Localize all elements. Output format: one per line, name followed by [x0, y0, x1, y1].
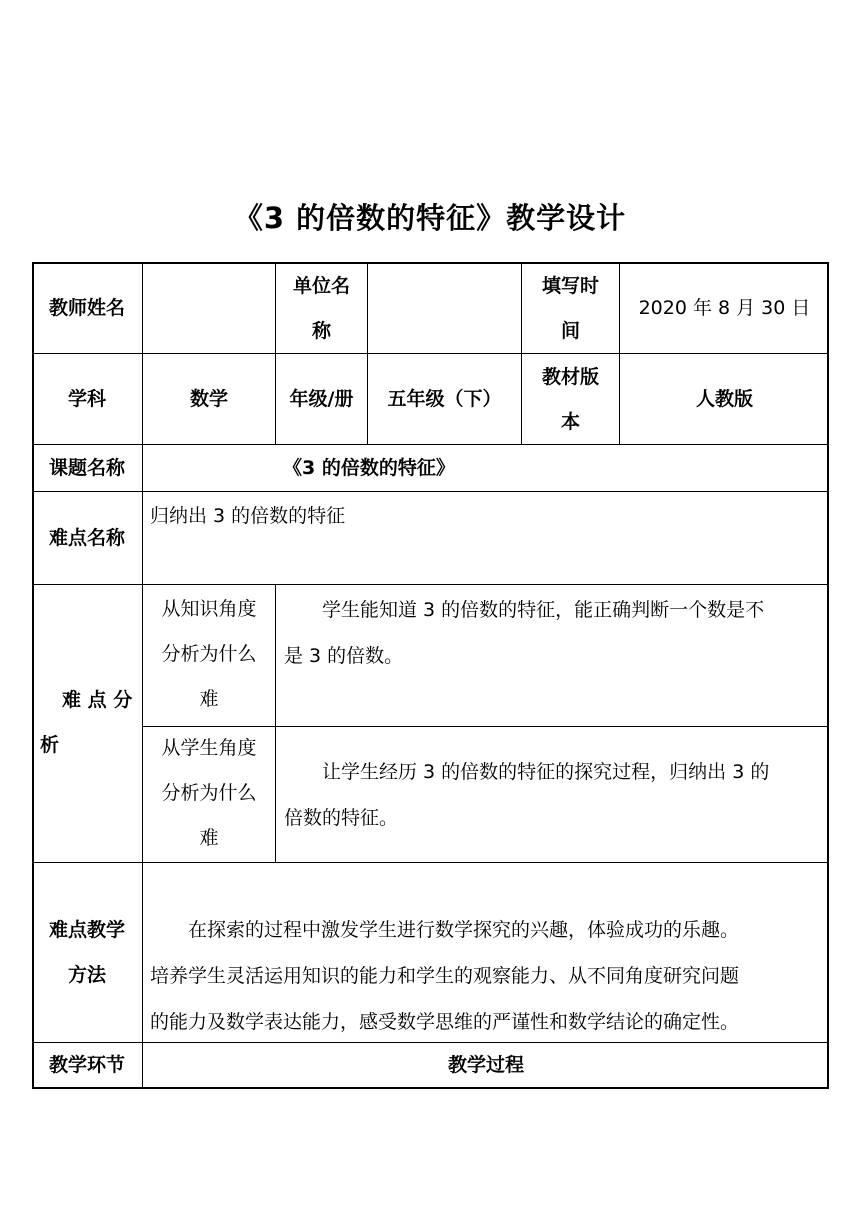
analysis-label: 析 [40, 734, 60, 756]
method-text-line: 培养学生灵活运用知识的能力和学生的观察能力、从不同角度研究问题 [150, 965, 740, 987]
grade-label: 年级/册 [289, 388, 354, 410]
knowledge-angle-label: 难 [199, 688, 219, 710]
method-text-line: 在探索的过程中激发学生进行数学探究的兴趣，体验成功的乐趣。 [188, 919, 740, 941]
fill-time-label: 间 [560, 320, 580, 342]
difficulty-value: 归纳出 3 的倍数的特征 [150, 505, 346, 527]
textbook-edition-value: 人教版 [695, 388, 753, 410]
method-label: 方法 [67, 964, 106, 986]
student-angle-text-line: 倍数的特征。 [284, 807, 399, 829]
method-text [150, 907, 826, 1045]
teaching-process-header: 教学过程 [447, 1054, 524, 1076]
column-divider [275, 584, 276, 862]
method-label: 难点教学 [48, 919, 125, 941]
row-divider [32, 491, 829, 492]
subject-value: 数学 [189, 388, 228, 410]
method-text-line: 的能力及数学表达能力，感受数学思维的严谨性和数学结论的确定性。 [150, 1011, 740, 1033]
textbook-edition-label: 本 [560, 411, 580, 433]
row-divider [32, 444, 829, 445]
topic-value: 《3 的倍数的特征》 [283, 457, 455, 479]
knowledge-angle-label: 分析为什么 [161, 643, 257, 665]
fill-time-label: 填写时 [541, 275, 599, 297]
student-angle-label: 从学生角度 [161, 737, 257, 759]
topic-label: 课题名称 [48, 457, 125, 479]
student-angle-text [284, 749, 824, 841]
knowledge-angle-text-line: 学生能知道 3 的倍数的特征，能正确判断一个数是不 [322, 599, 765, 621]
analysis-label: 难 点 分 [62, 689, 133, 711]
document-title: 《3 的倍数的特征》教学设计 [233, 201, 627, 235]
unit-name-label: 单位名 [292, 275, 350, 297]
difficulty-label: 难点名称 [48, 527, 125, 549]
subject-label: 学科 [67, 388, 106, 410]
row-divider [32, 584, 829, 585]
knowledge-angle-text-line: 是 3 的倍数。 [284, 645, 404, 667]
knowledge-angle-text [284, 587, 824, 679]
row-divider [32, 353, 829, 354]
teacher-name-label: 教师姓名 [48, 297, 125, 319]
fill-date-value: 2020 年 8 月 30 日 [638, 297, 811, 319]
student-angle-label: 难 [199, 827, 219, 849]
grade-value: 五年级（下） [387, 388, 502, 410]
unit-name-label: 称 [311, 320, 331, 342]
textbook-edition-label: 教材版 [541, 366, 599, 388]
knowledge-angle-label: 从知识角度 [161, 598, 257, 620]
student-angle-text-line: 让学生经历 3 的倍数的特征的探究过程，归纳出 3 的 [322, 761, 770, 783]
row-divider [32, 862, 829, 863]
student-angle-label: 分析为什么 [161, 782, 257, 804]
teaching-step-label: 教学环节 [48, 1054, 125, 1076]
